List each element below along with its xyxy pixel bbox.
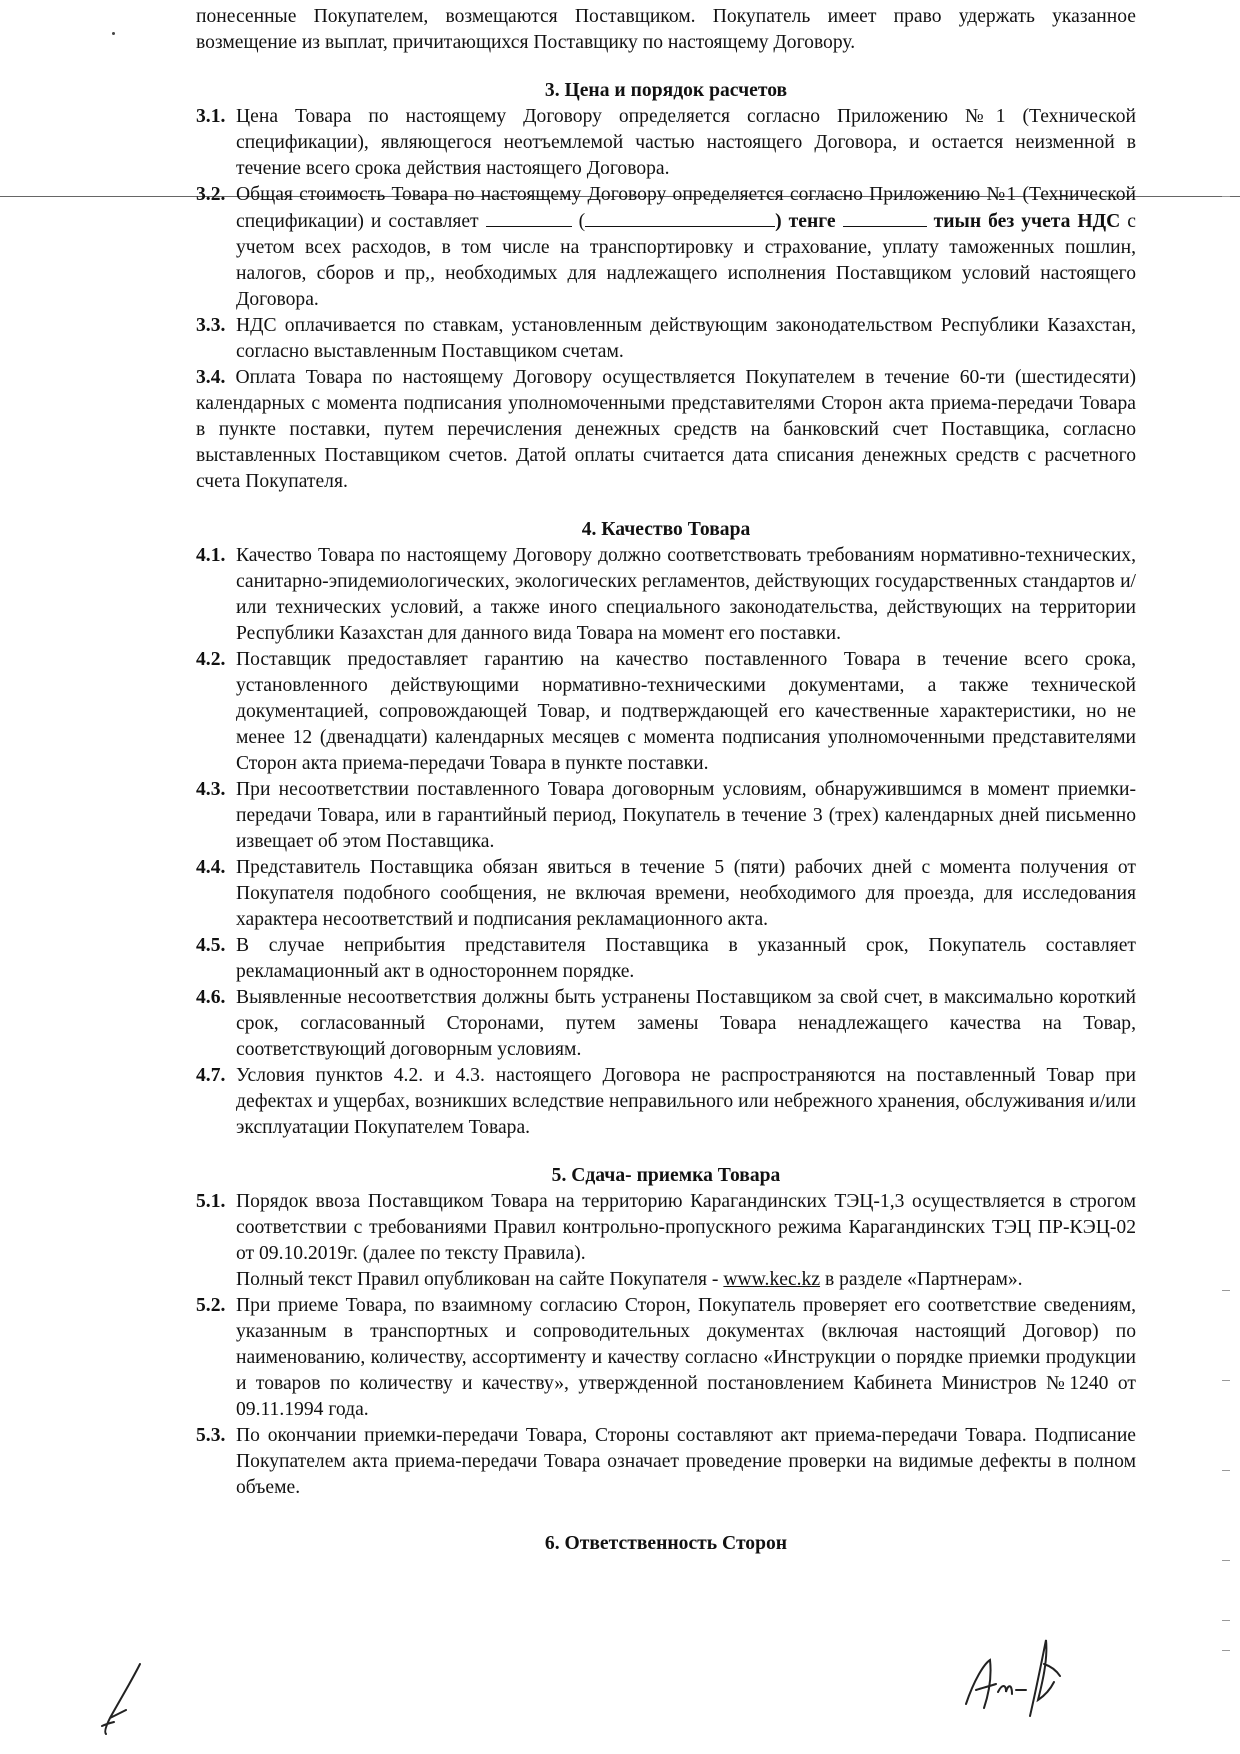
margin-tick [1222, 1470, 1230, 1471]
clause-text: При приеме Товара, по взаимному согласию Сторон, Покупатель проверяет его соответствие сведениям, указанным в транспортных и сопроводительных документах (включая настоящий Договор) по наименованию, количеству, ассортименту и качеству согласно «Инструкции о порядке приемки продукции и товаров по количеству и качеству», утвержденной постановлением Кабинета Министров №1240 от 09.11.1994 года. [236, 1295, 1136, 1420]
section-heading-5: 5. Сдача- приемка Товара [551, 1165, 781, 1186]
clause-4-4 [196, 855, 1136, 933]
clause-5-2 [196, 1293, 1136, 1423]
handwritten-signature-right [960, 1620, 1070, 1730]
amount-blank[interactable] [486, 208, 572, 227]
clause-5-3 [196, 1423, 1136, 1501]
clause-text: В случае неприбытия представителя Поставщика в указанный срок, Покупатель составляет рекламационный акт в одностороннем порядке. [236, 935, 1136, 982]
clause-5-1 [196, 1189, 1136, 1293]
clause-number: 3.3. [196, 315, 226, 336]
clause-number: 5.2. [196, 1295, 226, 1316]
clause-text: Поставщик предоставляет гарантию на качество поставленного Товара в течение всего срока, установленного действующими нормативно-техническими документами, а также технической документацией, сопровождающей Товар, и подтверждающей его качественные характеристики, но не менее 12 (двенадцати) календарных месяцев с момента подписания уполномоченными представителями Сторон акта приема-передачи Товара в пункте поставки. [236, 649, 1136, 774]
clause-number: 4.7. [196, 1065, 226, 1086]
handwritten-initial-left [92, 1660, 152, 1740]
clause-number: 4.5. [196, 935, 226, 956]
tiyn-blank[interactable] [843, 208, 927, 227]
amount-words-blank[interactable] [585, 208, 775, 227]
website-link[interactable]: www.kec.kz [723, 1269, 821, 1290]
clause-text: Цена Товара по настоящему Договору определяется согласно Приложению №1 (Технической спецификации), являющегося неотъемлемой частью настоящего Договора, и остается неизменной в течение всего срока действия настоящего Договора. [236, 106, 1136, 179]
margin-tick [1222, 1620, 1230, 1621]
tiyn-label: тиын без учета НДС [933, 211, 1121, 232]
clause-text-part-b: с учетом всех расходов, в том числе на транспортировку и страхование, уплату таможенных пошлин, налогов, сборов и пр,, необходимых для надлежащего исполнения Поставщиком условий настоящего Договора. [236, 211, 1136, 310]
clause-3-3 [196, 313, 1136, 365]
clause-number: 3.1. [196, 106, 226, 127]
clause-4-7 [196, 1063, 1136, 1141]
clause-number: 3.2. [196, 184, 226, 205]
margin-tick [1222, 196, 1230, 197]
section-heading-3: 3. Цена и порядок расчетов [544, 80, 788, 101]
clause-number: 5.3. [196, 1425, 226, 1446]
clause-text: Представитель Поставщика обязан явиться в течение 5 (пяти) рабочих дней с момента получения от Покупателя подобного сообщения, не включая времени, необходимого для проезда, для исследования характера несоответствий и подписания рекламационного акта. [236, 857, 1136, 930]
margin-tick [1222, 1560, 1230, 1561]
clause-3-2 [196, 182, 1136, 313]
margin-tick [1222, 1380, 1230, 1381]
open-paren: ( [578, 211, 586, 232]
document-body [196, 4, 1136, 1557]
clause-text-site-section: в разделе «Партнерам». [824, 1269, 1023, 1290]
clause-number: 4.6. [196, 987, 226, 1008]
clause-number: 4.1. [196, 545, 226, 566]
tenge-label: ) тенге [775, 211, 836, 232]
clause-4-1 [196, 543, 1136, 647]
margin-tick [1222, 1290, 1230, 1291]
clause-text-site-note: Полный текст Правил опубликован на сайте Покупателя - [236, 1269, 719, 1290]
clause-text: По окончании приемки-передачи Товара, Стороны составляют акт приема-передачи Товара. Подписание Покупателем акта приема-передачи Товара означает проведение проверки на видимые дефекты в полном объеме. [236, 1425, 1136, 1498]
clause-text: При несоответствии поставленного Товара договорным условиям, обнаружившимся в момент приемки-передачи Товара, или в гарантийный период, Покупатель в течение 3 (трех) календарных дней письменно извещает об этом Поставщика. [236, 779, 1136, 852]
clause-text [236, 182, 1136, 313]
clause-text: НДС оплачивается по ставкам, установленным действующим законодательством Республики Казахстан, согласно выставленным Поставщиком счетам. [236, 315, 1136, 362]
clause-number: 4.2. [196, 649, 226, 670]
clause-4-5 [196, 933, 1136, 985]
clause-4-3 [196, 777, 1136, 855]
clause-number: 3.4. [196, 367, 226, 388]
clause-3-1 [196, 104, 1136, 182]
clause-text [236, 1189, 1136, 1293]
clause-4-6 [196, 985, 1136, 1063]
intro-paragraph: понесенные Покупателем, возмещаются Поставщиком. Покупатель имеет право удержать указанное возмещение из выплат, причитающихся Поставщику по настоящему Договору. [196, 6, 1136, 53]
clause-3-4 [196, 365, 1136, 495]
clause-text: Оплата Товара по настоящему Договору осуществляется Покупателем в течение 60-ти (шестидесяти) календарных с момента подписания уполномоченными представителями Сторон акта приема-передачи Товара в пункте поставки, путем перечисления денежных средств на банковский счет Поставщика, согласно выставленных Поставщиком счетов. Датой оплаты считается дата списания денежных средств с расчетного счета Покупателя. [196, 367, 1136, 492]
margin-tick [1222, 1650, 1230, 1651]
clause-number: 4.4. [196, 857, 226, 878]
clause-number: 4.3. [196, 779, 226, 800]
clause-text-part-a: Общая стоимость Товара по настоящему Договору определяется согласно Приложению №1 (Технической спецификации) и составляет [236, 184, 1136, 232]
clause-text: Выявленные несоответствия должны быть устранены Поставщиком за свой счет, в максимально короткий срок, согласованный Сторонами, путем замены Товара ненадлежащего качества на Товар, соответствующий договорным условиям. [236, 987, 1136, 1060]
margin-scan-marks [1218, 180, 1230, 1660]
section-heading-4: 4. Качество Товара [581, 519, 751, 540]
scan-speck [112, 32, 115, 35]
section-heading-6: 6. Ответственность Сторон [544, 1533, 788, 1554]
clause-text: Условия пунктов 4.2. и 4.3. настоящего Договора не распространяются на поставленный Товар при дефектах и ущербах, возникших вследствие неправильного или небрежного хранения, обслуживания и/или эксплуатации Покупателем Товара. [236, 1065, 1136, 1138]
clause-number: 5.1. [196, 1191, 226, 1212]
clause-text-main: Порядок ввоза Поставщиком Товара на территорию Карагандинских ТЭЦ-1,3 осуществляется в строгом соответствии с требованиями Правил контрольно-пропускного режима Карагандинских ТЭЦ ПР-КЭЦ-02 от 09.10.2019г. (далее по тексту Правила). [236, 1191, 1136, 1264]
clause-text: Качество Товара по настоящему Договору должно соответствовать требованиям нормативно-технических, санитарно-эпидемиологических, экологических регламентов, действующих государственных стандартов и/или технических условий, а также иного специального законодательства, действующих на территории Республики Казахстан для данного вида Товара на момент его поставки. [236, 545, 1136, 644]
clause-4-2 [196, 647, 1136, 777]
